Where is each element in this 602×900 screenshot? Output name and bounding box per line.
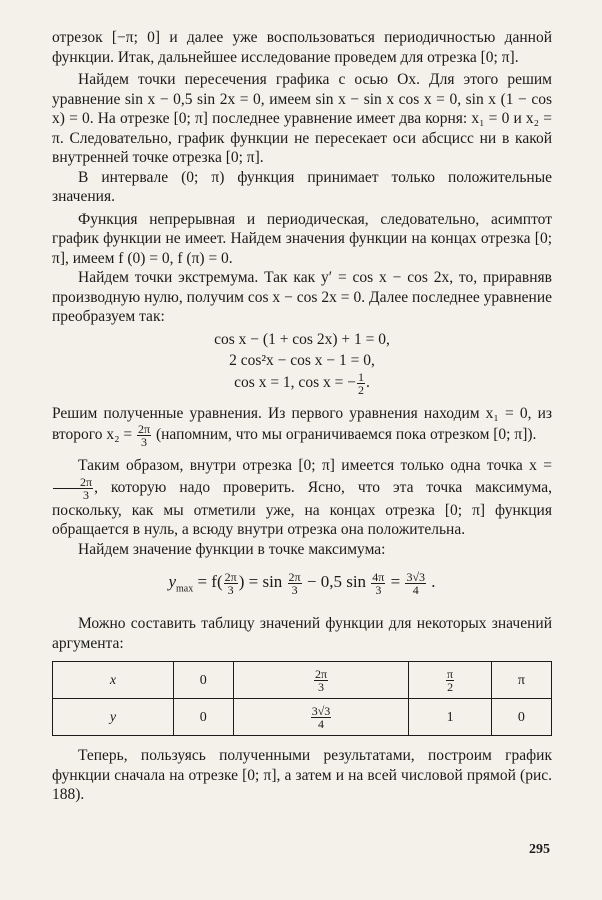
- frac-den: 3: [375, 582, 382, 597]
- frac-den: 3: [83, 487, 90, 502]
- table-cell: 1: [409, 699, 491, 736]
- table-row: [53, 699, 552, 736]
- frac-num: π: [447, 666, 454, 681]
- page-body: [52, 28, 552, 805]
- frac-num: 2π: [314, 666, 328, 681]
- equation-3-text: cos x = 1, cos x = −: [234, 373, 356, 391]
- table-header-x: x: [53, 662, 174, 699]
- table-cell: 0: [174, 699, 234, 736]
- paragraph-6-text-b: (напомним, что мы ограничиваемся пока отрезком [0; π]).: [155, 426, 537, 444]
- table-cell: π: [491, 662, 551, 699]
- fraction-arg: [224, 571, 238, 596]
- ymax-mid: − 0,5 sin: [302, 572, 367, 591]
- ymax-equals: =: [386, 572, 405, 591]
- paragraph-3: В интервале (0; π) функция принимает только положительные значения.: [52, 168, 552, 205]
- frac-den: 3: [291, 582, 298, 597]
- ymax-f: = f: [193, 572, 217, 591]
- table-header-y: y: [53, 699, 174, 736]
- fraction-result: [405, 571, 426, 596]
- paragraph-9: Можно составить таблицу значений функции для некоторых значений аргумента:: [52, 615, 552, 652]
- table-row: [53, 662, 552, 699]
- values-table: [52, 661, 552, 736]
- fraction-one-half: [357, 371, 365, 396]
- frac-num: 1: [357, 369, 364, 384]
- equation-system: [52, 329, 552, 396]
- frac-num: 3√3: [406, 569, 426, 584]
- paragraph-5: Найдем точки экстремума. Так как y′ = cos x − cos 2x, то, приравняв производную нулю, получим cos x − cos 2x = 0. Далее последнее уравнение преобразуем так:: [52, 269, 552, 325]
- frac-den: 2: [447, 679, 454, 694]
- equation-3-end: .: [365, 373, 370, 391]
- fraction-sin2: [371, 571, 385, 596]
- frac-num: 2π: [53, 476, 93, 489]
- paragraph-4: Функция непрерывная и периодическая, следовательно, асимптот график функции не имеет. Найдем значения функции на концах отрезка [0; π], имеем f (0) = 0, f (π) = 0.: [52, 210, 552, 267]
- paragraph-2: Найдем точки пересечения графика с осью Ox. Для этого решим уравнение sin x − 0,5 sin 2x = 0, имеем sin x − sin x cos x = 0, sin x (1 − cos x) = 0. На отрезке [0; π] последнее уравнение имеет два корня: x₁ = 0 и x₂ = π. Следовательно, график функции не пересекает оси абсцисс ни в какой внутренней точке отрезка [0; π].: [52, 71, 552, 166]
- paragraph-7-text-a: Таким образом, внутри отрезка [0; π] имеется только одна точка x =: [78, 457, 552, 474]
- paragraph-10: Теперь, пользуясь полученными результатами, построим график функции сначала на отрезке [0; π], а затем и на всей числовой прямой (рис. 188).: [52, 747, 552, 804]
- page-number: 295: [529, 842, 550, 857]
- fraction-point: [53, 476, 93, 501]
- ymax-sin: = sin: [244, 572, 283, 591]
- frac-den: 3: [227, 582, 234, 597]
- fraction-sin1: [288, 571, 302, 596]
- frac-den: 4: [412, 582, 419, 597]
- paragraph-6: [52, 404, 552, 449]
- ymax-end: .: [427, 572, 436, 591]
- frac-num: 4π: [372, 569, 385, 584]
- fraction-cell: [311, 705, 332, 730]
- paragraph-8: Найдем значение функции в точке максимума:: [78, 540, 386, 558]
- table-cell: [233, 662, 409, 699]
- frac-num: 2π: [138, 422, 151, 436]
- ymax-symbol: y: [168, 572, 176, 591]
- paragraph-7: [52, 456, 552, 540]
- fraction-x2: [137, 423, 151, 448]
- frac-den: 3: [141, 435, 148, 449]
- fraction-cell: [446, 668, 454, 693]
- equation-1: cos x − (1 + cos 2x) + 1 = 0,: [214, 330, 390, 348]
- ymax-formula: $y_{max} = f$( $\frac{2\pi}{3}$ ) = sin $\frac{2\pi}{3}$ − 0,5 sin $\frac{4\pi}{3}$ = $\frac{3√3}{4}$ .: [168, 569, 436, 597]
- table-cell: [233, 699, 409, 736]
- frac-num: 2π: [224, 569, 237, 584]
- frac-den: 2: [357, 382, 364, 397]
- fraction-cell: [314, 668, 328, 693]
- table-cell: [409, 662, 491, 699]
- ymax-subscript: max: [175, 583, 194, 595]
- paragraph-7-text-b: , которую надо проверить. Ясно, что эта точка максимума, поскольку, как мы отметили уже, на концах отрезка [0; π] функция обращается в нуль, а всюду внутри отрезка она положительна.: [52, 478, 552, 538]
- frac-den: 3: [317, 679, 324, 694]
- frac-num: 2π: [288, 569, 301, 584]
- table-cell: 0: [491, 699, 551, 736]
- paragraph-6-text-a: Решим полученные уравнения. Из первого уравнения находим x₁ = 0, из второго x₂ =: [52, 404, 552, 444]
- frac-num: 3√3: [311, 703, 331, 718]
- paragraph-1: отрезок [−π; 0] и далее уже воспользоваться периодичностью данной функции. Итак, дальнейшее исследование проведем для отрезка [0; π].: [52, 29, 552, 66]
- frac-den: 4: [317, 716, 324, 731]
- table-cell: 0: [174, 662, 234, 699]
- equation-3: [52, 371, 552, 396]
- equation-2: 2 cos²x − cos x − 1 = 0,: [229, 351, 375, 369]
